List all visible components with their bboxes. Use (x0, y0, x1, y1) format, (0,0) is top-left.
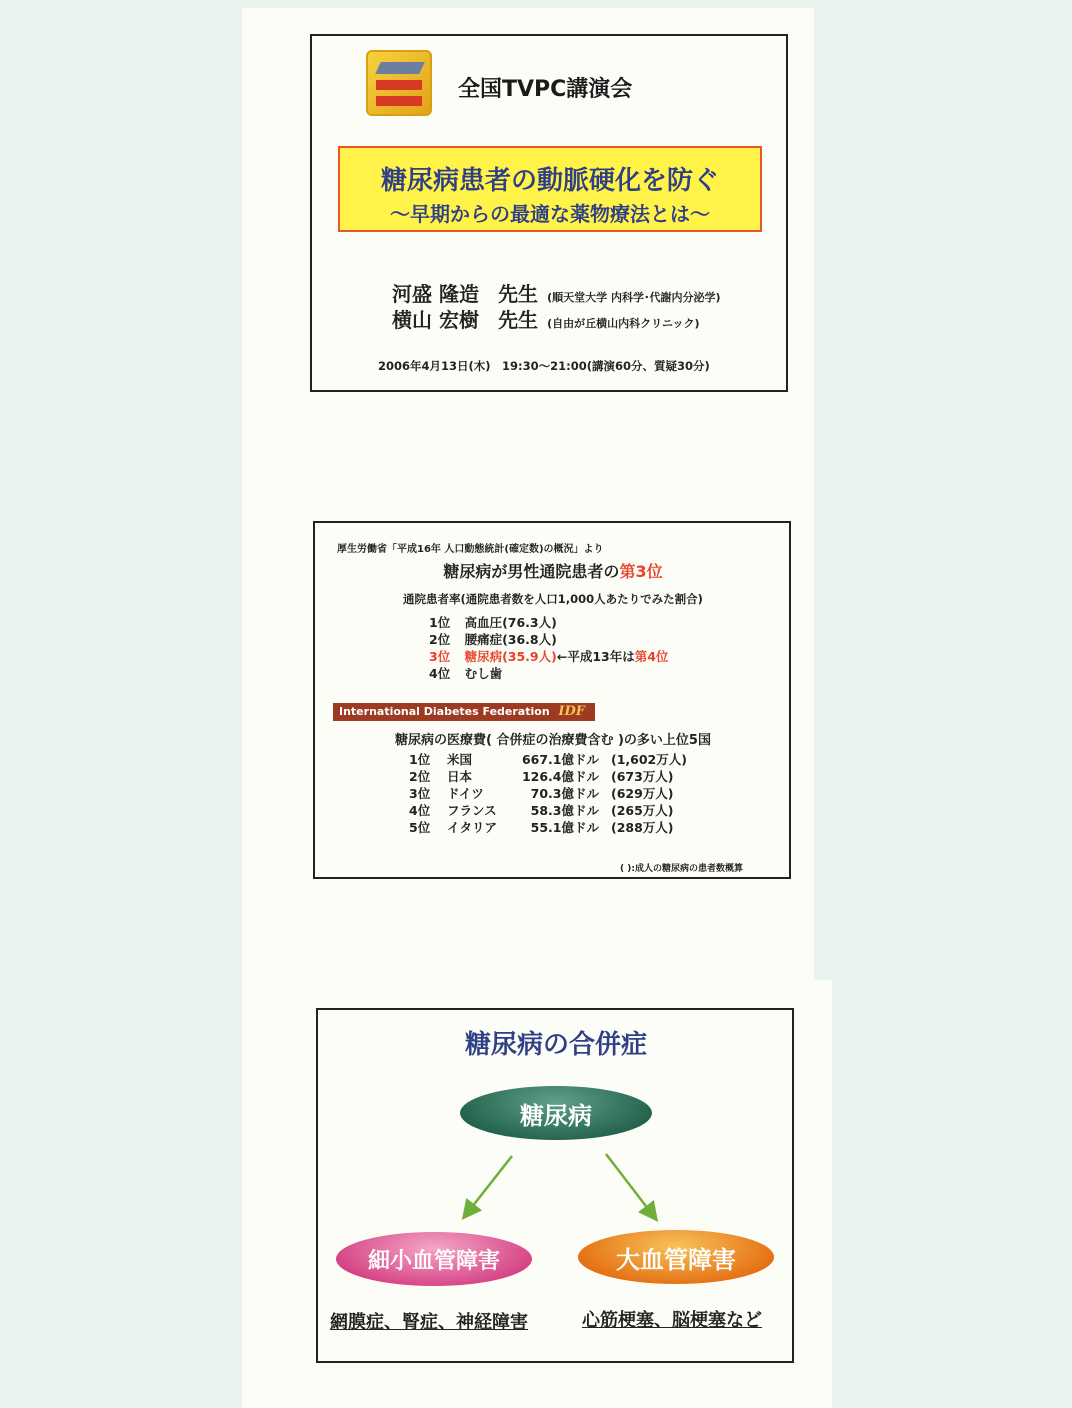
idf-label: International Diabetes Federation (339, 705, 550, 718)
slide-statistics (313, 521, 791, 879)
slide-complications (316, 1008, 794, 1363)
country-rank: 2位 (409, 769, 431, 784)
speaker-2 (392, 304, 700, 333)
rank-item: 糖尿病(35.9人) (464, 649, 557, 664)
speaker-name: 河盛 隆造 (392, 282, 479, 306)
cost-heading: 糖尿病の医療費( 合併症の治療費含む )の多い上位5国 (395, 733, 711, 748)
rank-row (429, 664, 502, 682)
rank-label: 2位 (429, 632, 451, 647)
country-cost: 55.1億ドル (530, 820, 599, 835)
country-cost: 126.4億ドル (521, 769, 599, 784)
microvascular-node: 細小血管障害 (336, 1232, 532, 1286)
table-row (409, 784, 674, 802)
table-row (409, 801, 674, 819)
rank-item: 腰痛症(36.8人) (464, 632, 557, 647)
rank-label: 3位 (429, 649, 451, 664)
diabetes-node: 糖尿病 (460, 1086, 652, 1140)
footnote: ( ):成人の糖尿病の患者数概算 (620, 864, 743, 874)
idf-logo-icon: IDF (558, 704, 585, 719)
rank-item: むし歯 (464, 666, 503, 681)
arrow-to-macro-icon (606, 1154, 652, 1214)
rank-item: 高血圧(76.3人) (464, 615, 557, 630)
rate-note: 通院患者率(通院患者数を人口1,000人あたりでみた割合) (403, 592, 703, 606)
country-patients: (288万人) (611, 820, 674, 835)
lecture-title: 糖尿病患者の動脈硬化を防ぐ (380, 166, 719, 196)
lecture-subtitle: ～早期からの最適な薬物療法とは～ (390, 202, 710, 226)
country-patients: (1,602万人) (611, 752, 687, 767)
table-row (409, 818, 674, 836)
country-rank: 4位 (409, 803, 431, 818)
complications-title: 糖尿病の合併症 (464, 1030, 647, 1060)
country-name: イタリア (447, 820, 498, 835)
country-rank: 3位 (409, 786, 431, 801)
speaker-1 (392, 278, 721, 307)
stats-headline (315, 559, 791, 582)
idf-banner (333, 703, 595, 721)
country-cost: 70.3億ドル (530, 786, 599, 801)
country-name: 日本 (447, 769, 473, 784)
country-patients: (673万人) (611, 769, 674, 784)
event-title: 全国TVPC講演会 (458, 77, 633, 102)
speaker-affiliation: (自由が丘横山内科クリニック) (547, 317, 700, 330)
speaker-affiliation: (順天堂大学 内科学･代謝内分泌学) (547, 291, 721, 304)
micro-examples: 網膜症、腎症、神経障害 (330, 1312, 528, 1333)
country-name: ドイツ (447, 786, 484, 801)
country-cost: 58.3億ドル (530, 803, 599, 818)
lecture-date: 2006年4月13日(木) 19:30～21:00(講演60分、質疑30分) (378, 359, 710, 373)
headline-highlight: 第3位 (619, 562, 663, 581)
rank-row-highlight (429, 647, 668, 665)
table-row (409, 750, 687, 768)
rank-extra: ←平成13年は (556, 649, 635, 664)
tvpc-logo-icon (366, 50, 432, 116)
country-rank: 1位 (409, 752, 431, 767)
rank-row (429, 630, 557, 648)
title-box (338, 146, 762, 232)
rank-label: 1位 (429, 615, 451, 630)
macro-examples: 心筋梗塞、脳梗塞など (582, 1310, 762, 1331)
speaker-name: 横山 宏樹 (392, 308, 479, 332)
speaker-honorific: 先生 (498, 308, 539, 332)
speaker-honorific: 先生 (498, 282, 539, 306)
country-patients: (629万人) (611, 786, 674, 801)
rank-extra-highlight: 第4位 (634, 649, 669, 664)
table-row-highlight (409, 767, 674, 785)
country-name: フランス (447, 803, 497, 818)
country-cost: 667.1億ドル (521, 752, 599, 767)
slide-lecture-announcement (310, 34, 788, 392)
rank-label: 4位 (429, 666, 451, 681)
data-source: 厚生労働省「平成16年 人口動態統計(確定数)の概況」より (337, 544, 604, 555)
arrow-to-micro-icon (468, 1156, 512, 1212)
country-patients: (265万人) (611, 803, 674, 818)
headline-text: 糖尿病が男性通院患者の (443, 562, 620, 581)
country-rank: 5位 (409, 820, 431, 835)
country-name: 米国 (447, 752, 473, 767)
rank-row (429, 613, 557, 631)
macrovascular-node: 大血管障害 (578, 1230, 774, 1284)
